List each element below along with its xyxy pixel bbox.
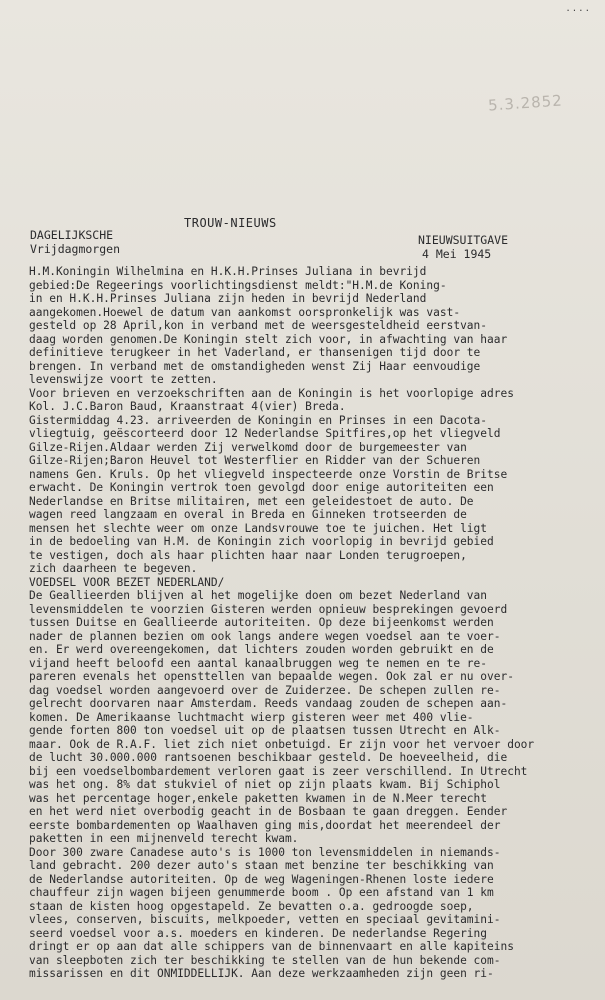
body-line: gelrecht doorvaren naar Amsterdam. Reeds vandaag zouden de schepen aan-	[29, 697, 508, 710]
body-line: in en H.K.H.Prinses Juliana zijn heden in bevrijd Nederland	[29, 292, 427, 305]
body-line: bij een voedselbombardement verloren gaat is zeer verschillend. In Utrecht	[29, 764, 528, 778]
body-line: Kol. J.C.Baron Baud, Kraanstraat 4(vier) Breda.	[29, 400, 346, 413]
body-line: missarissen en dit ONMIDDELLIJK. Aan deze werkzaamheden zijn geen ri-	[29, 967, 494, 980]
body-line: wagen reed langzaam en overal in Breda en Ginneken trotseerden de	[29, 508, 467, 521]
archive-number-stamp: 5.3.2852	[487, 91, 564, 115]
body-line: paketten in een mijnenveld terecht kwam.	[29, 832, 299, 845]
body-line: en het werd niet overbodig geacht in de Bosbaan te gaan dreggen. Eender	[29, 805, 508, 818]
body-line: Voor brieven en verzoekschriften aan de Koningin is het voorlopige adres	[29, 386, 514, 400]
body-line: vliegtuig, geëscorteerd door 12 Nederlandse Spitfires,op het vliegveld	[29, 427, 501, 440]
header-left-line: Vrijdagmorgen	[30, 242, 121, 256]
issue-date: 4 Mei 1945	[422, 247, 492, 261]
body-line: dag voedsel worden aangevoerd over de Zuiderzee. De schepen zullen re-	[29, 683, 501, 697]
body-line: Nederlandse en Britse militairen, met een geleidestoet de auto. De	[29, 494, 474, 508]
body-line: VOEDSEL VOOR BEZET NEDERLAND/	[29, 575, 225, 589]
body-line: vijand heeft beloofd een aantal kanaalbruggen weg te nemen en te re-	[29, 656, 488, 670]
body-line: de lucht 30.000.000 rantsoenen beschikbaar gesteld. De hoeveelheid, die	[29, 751, 508, 764]
body-line: van sleepboten zich ter beschikking te stellen van de hun bekende com-	[29, 953, 501, 967]
body-line: erwacht. De Koningin vertrok toen gevolgd door enige autoriteiten een	[29, 481, 494, 494]
body-line: aangekomen.Hoewel de datum van aankomst oorspronkelijk was vast-	[29, 305, 461, 319]
body-line: namens Gen. Kruls. Op het vliegveld inspecteerde onze Vorstin de Britse	[29, 467, 508, 481]
body-line: dringt er op aan dat alle schippers van de binnenvaart en alle kapiteins	[29, 940, 514, 953]
body-line: maar. Ook de R.A.F. liet zich niet onbetuigd. Er zijn voor het vervoer door	[29, 737, 535, 751]
body-line: Gilze-Rijen;Baron Heuvel tot Westerflier en Ridder van der Schueren	[29, 454, 481, 467]
body-line: levenswijze voort te zetten.	[29, 373, 218, 386]
body-line: land gebracht. 200 dezer auto's staan met benzine ter beschikking van	[29, 859, 494, 872]
body-line: chauffeur zijn wagen bijeen genummerde boom . Op een afstand van 1 km	[29, 886, 494, 899]
body-line: Gistermiddag 4.23. arriveerden de Koningin en Prinses in een Dacota-	[29, 413, 488, 427]
masthead-title: TROUW-NIEUWS	[184, 216, 277, 230]
body-line: staan de kisten hoog opgestapeld. Ze bevatten o.a. gedroogde soep,	[29, 899, 474, 913]
body-line: gebied:De Regeerings voorlichtingsdienst meldt:"H.M.de Koning-	[29, 278, 447, 292]
body-line: Door 300 zware Canadese auto's is 1000 ton levensmiddelen in niemands-	[29, 845, 501, 859]
header-left	[30, 228, 120, 256]
body-line: pareren evenals het opensttellen van bepaalde wegen. Ook zal er nu over-	[29, 670, 514, 683]
body-line: eerste bombardementen op Waalhaven ging mis,doordat het meerendeel der	[29, 818, 501, 832]
edition-label: NIEUWSUITGAVE	[418, 233, 509, 247]
body-line: gesteld op 28 April,kon in verband met de weersgesteldheid eerstvan-	[29, 319, 488, 332]
body-line: gende forten 800 ton voedsel uit op de plaatsen tussen Utrecht en Alk-	[29, 724, 501, 737]
body-line: H.M.Koningin Wilhelmina en H.K.H.Prinses Juliana in bevrijd	[29, 265, 427, 278]
body-line: komen. De Amerikaanse luchtmacht wierp gisteren weer met 400 vlie-	[29, 710, 474, 724]
article-body	[29, 265, 605, 981]
body-line: De Geallieerden blijven al het mogelijke doen om bezet Nederland van	[29, 589, 488, 602]
body-line: mensen het slechte weer om onze Landsvrouwe toe te juichen. Het ligt	[29, 521, 488, 535]
header-left-line: DAGELIJKSCHE	[30, 228, 114, 242]
body-line: daag worden genomen.De Koningin stelt zich voor, in afwachting van haar	[29, 332, 508, 346]
body-line: te vestigen, doch als haar plichten haar naar Londen terugroepen,	[29, 548, 467, 562]
body-line: de Nederlandse autoriteiten. Op de weg Wageningen-Rhenen loste iedere	[29, 872, 494, 886]
body-line: en. Er werd overeengekomen, dat lichters zouden worden gebruikt en de	[29, 643, 494, 656]
body-line: Gilze-Rijen.Aldaar werden Zij verwelkomd door de burgemeester van	[29, 440, 467, 454]
corner-mark: ....	[565, 4, 591, 14]
body-line: nader de plannen bezien om ook langs andere wegen voedsel aan te voer-	[29, 629, 501, 643]
body-line: zich daarheen te begeven.	[29, 562, 198, 575]
body-line: vlees, conserven, biscuits, melkpoeder, vetten en speciaal gevitamini-	[29, 913, 501, 926]
body-line: definitieve terugkeer in het Vaderland, er thansenigen tijd door te	[29, 346, 481, 359]
body-line: was het ong. 8% dat stukviel of niet op zijn plaats kwam. Bij Schiphol	[29, 778, 501, 791]
body-line: in de bedoeling van H.M. de Koningin zich voorlopig in bevrijd gebied	[29, 535, 494, 548]
body-line: brengen. In verband met de omstandigheden wenst Zij Haar eenvoudige	[29, 359, 481, 373]
header-right	[418, 233, 508, 261]
body-line: levensmiddelen te voorzien Gisteren werden opnieuw besprekingen gevoerd	[29, 602, 508, 616]
body-line: tussen Duitse en Geallieerde autoriteiten. Op deze bijeenkomst werden	[29, 616, 494, 629]
body-line: seerd voedsel voor a.s. moeders en kinderen. De nederlandse Regering	[29, 926, 488, 940]
body-line: was het percentage hoger,enkele paketten kwamen in de N.Meer terecht	[29, 791, 488, 805]
